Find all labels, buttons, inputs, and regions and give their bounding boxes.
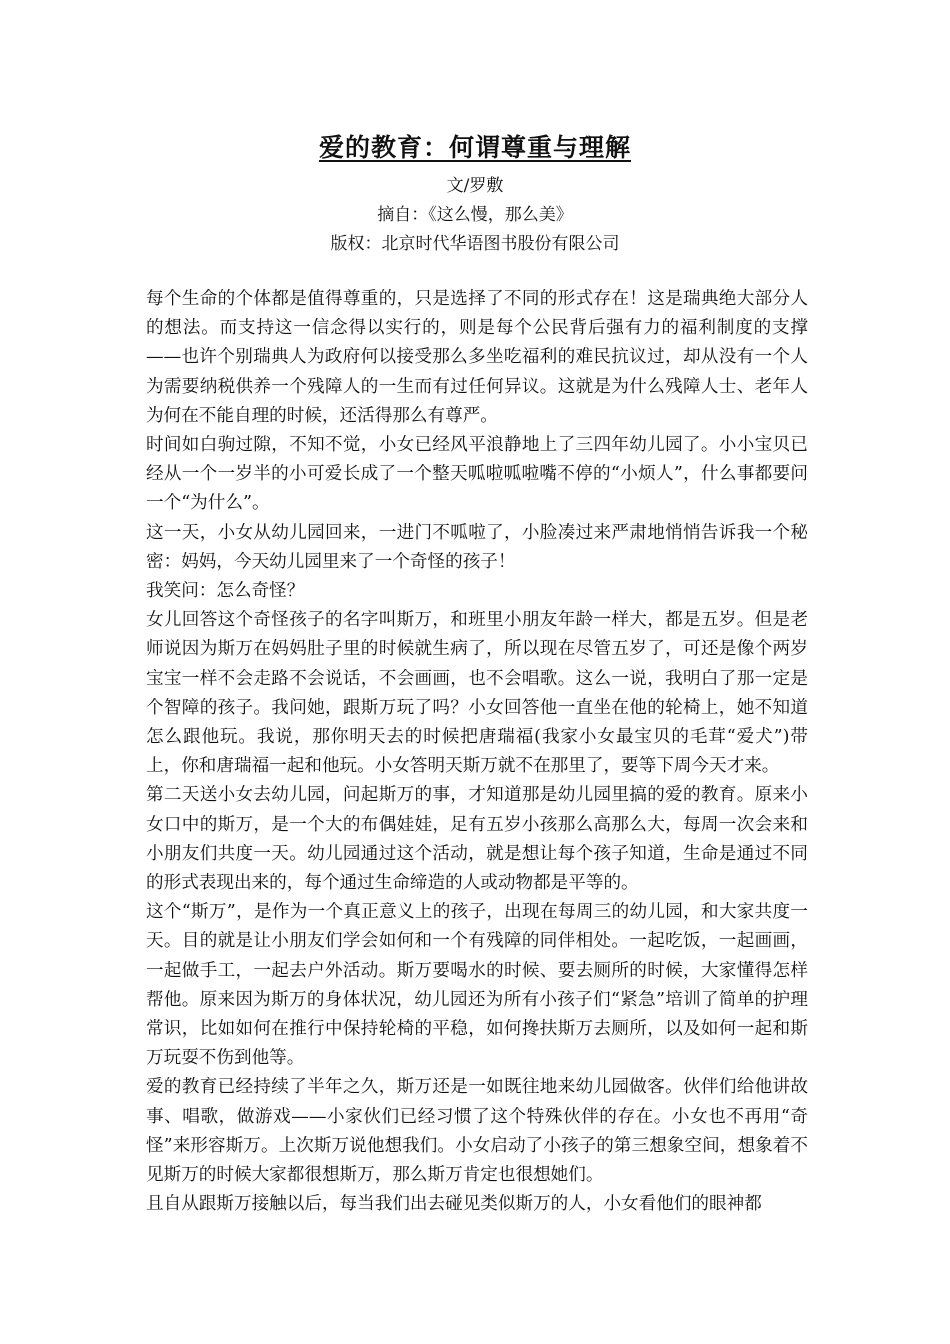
paragraph: 每个生命的个体都是值得尊重的，只是选择了不同的形式存在！这是瑞典绝大部分人的想法。而支持这一信念得以实行的，则是每个公民背后强有力的福利制度的支撑——也许个别瑞典人为政府何以接受那么多坐吃福利的难民抗议过，却从没有一个人为需要纳税供养一个残障人的一生而有过任何异议。这就是为什么残障人士、老年人为何在不能自理的时候，还活得那么有尊严。	[146, 289, 808, 426]
paragraph: 我笑问：怎么奇怪？	[146, 581, 305, 602]
source-line: 摘自：《这么慢，那么美》	[377, 205, 573, 225]
paragraph: 爱的教育已经持续了半年之久，斯万还是一如既往地来幼儿园做客。伙伴们给他讲故事、唱歌，做游戏——小家伙们已经习惯了这个特殊伙伴的存在。小女也不再用“奇怪”来形容斯万。上次斯万说他想我们。小女启动了小孩子的第三想象空间，想象着不见斯万的时候大家都很想斯万，那么斯万肯定也很想她们。	[146, 1077, 808, 1186]
paragraph: 这一天，小女从幼儿园回来，一进门不呱啦了，小脸凑过来严肃地悄悄告诉我一个秘密：妈妈，今天幼儿园里来了一个奇怪的孩子！	[146, 522, 808, 572]
article-body	[146, 285, 808, 1220]
document-title-text: 爱的教育：何谓尊重与理解	[318, 133, 631, 162]
author-line: 文/罗敷	[446, 176, 504, 196]
paragraph: 且自从跟斯万接触以后，每当我们出去碰见类似斯万的人，小女看他们的眼神都	[146, 1194, 762, 1215]
paragraph: 时间如白驹过隙，不知不觉，小女已经风平浪静地上了三四年幼儿园了。小小宝贝已经从一个一岁半的小可爱长成了一个整天呱啦呱啦嘴不停的“小烦人”，什么事都要问一个“为什么”。	[146, 435, 808, 514]
paragraph: 女儿回答这个奇怪孩子的名字叫斯万，和班里小朋友年龄一样大，都是五岁。但是老师说因为斯万在妈妈肚子里的时候就生病了，所以现在尽管五岁了，可还是像个两岁宝宝一样不会走路不会说话，不会画画，也不会唱歌。这么一说，我明白了那一定是个智障的孩子。我问她，跟斯万玩了吗？小女回答他一直坐在他的轮椅上，她不知道怎么跟他玩。我说，那你明天去的时候把唐瑞福(我家小女最宝贝的毛茸“爱犬”)带上，你和唐瑞福一起和他玩。小女答明天斯万就不在那里了，要等下周今天才来。	[146, 610, 808, 777]
document-title	[0, 130, 950, 166]
copyright-line: 版权：北京时代华语图书股份有限公司	[330, 234, 620, 254]
paragraph: 这个“斯万”，是作为一个真正意义上的孩子，出现在每周三的幼儿园，和大家共度一天。目的就是让小朋友们学会如何和一个有残障的同伴相处。一起吃饭，一起画画，一起做手工，一起去户外活动。斯万要喝水的时候、要去厕所的时候，大家懂得怎样帮他。原来因为斯万的身体状况，幼儿园还为所有小孩子们“紧急”培训了简单的护理常识，比如如何在推行中保持轮椅的平稳，如何搀扶斯万去厕所，以及如何一起和斯万玩耍不伤到他等。	[146, 902, 808, 1069]
paragraph: 第二天送小女去幼儿园，问起斯万的事，才知道那是幼儿园里搞的爱的教育。原来小女口中的斯万，是一个大的布偶娃娃，足有五岁小孩那么高那么大，每周一次会来和小朋友们共度一天。幼儿园通过这个活动，就是想让每个孩子知道，生命是通过不同的形式表现出来的，每个通过生命缔造的人或动物都是平等的。	[146, 785, 808, 894]
